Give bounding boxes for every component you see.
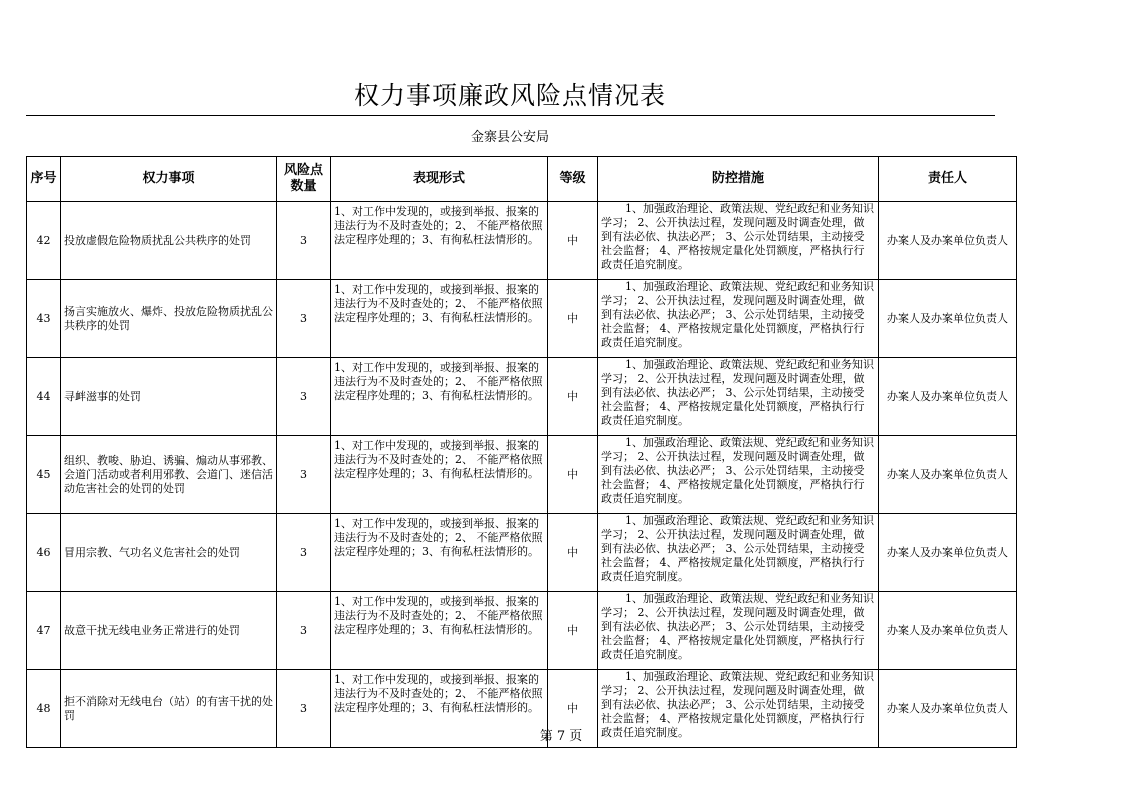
cell-item: 组织、教唆、胁迫、诱骗、煽动从事邪教、会道门活动或者利用邪教、会道门、迷信活动危害社会的处罚的处罚: [61, 436, 277, 514]
measures-text: 1、加强政治理论、政策法规、党纪政纪和业务知识学习； 2、公开执法过程，发现问题及时调查处理，做到有法必依、执法必严； 3、公示处罚结果，主动接受社会监督； 4、严格按规定量化处罚额度，严格执行行政责任追究制度。: [601, 358, 874, 427]
header-seq: 序号: [27, 157, 61, 202]
cell-seq: 43: [27, 280, 61, 358]
table-row: [27, 592, 1017, 670]
cell-manifestation: 1、对工作中发现的，或接到举报、报案的违法行为不及时查处的；2、 不能严格依照法定程序处理的；3、有徇私枉法情形的。: [331, 592, 548, 670]
measures-text: 1、加强政治理论、政策法规、党纪政纪和业务知识学习； 2、公开执法过程，发现问题及时调查处理，做到有法必依、执法必严； 3、公示处罚结果，主动接受社会监督； 4、严格按规定量化处罚额度，严格执行行政责任追究制度。: [601, 514, 874, 583]
cell-responsible: 办案人及办案单位负责人: [879, 358, 1017, 436]
cell-seq: 42: [27, 202, 61, 280]
cell-manifestation: 1、对工作中发现的，或接到举报、报案的违法行为不及时查处的；2、 不能严格依照法定程序处理的；3、有徇私枉法情形的。: [331, 670, 548, 748]
table-row: [27, 358, 1017, 436]
cell-manifestation: 1、对工作中发现的，或接到举报、报案的违法行为不及时查处的；2、 不能严格依照法定程序处理的；3、有徇私枉法情形的。: [331, 202, 548, 280]
cell-grade: 中: [548, 514, 598, 592]
header-responsible: 责任人: [879, 157, 1017, 202]
measures-text: 1、加强政治理论、政策法规、党纪政纪和业务知识学习； 2、公开执法过程，发现问题及时调查处理，做到有法必依、执法必严； 3、公示处罚结果，主动接受社会监督； 4、严格按规定量化处罚额度，严格执行行政责任追究制度。: [601, 592, 874, 661]
cell-grade: 中: [548, 670, 598, 748]
cell-risk-count: 3: [277, 514, 331, 592]
cell-grade: 中: [548, 358, 598, 436]
cell-item: 寻衅滋事的处罚: [61, 358, 277, 436]
measures-text: 1、加强政治理论、政策法规、党纪政纪和业务知识学习； 2、公开执法过程，发现问题及时调查处理，做到有法必依、执法必严； 3、公示处罚结果，主动接受社会监督； 4、严格按规定量化处罚额度，严格执行行政责任追究制度。: [601, 202, 874, 271]
cell-grade: 中: [548, 436, 598, 514]
cell-seq: 46: [27, 514, 61, 592]
measures-text: 1、加强政治理论、政策法规、党纪政纪和业务知识学习； 2、公开执法过程，发现问题及时调查处理，做到有法必依、执法必严； 3、公示处罚结果，主动接受社会监督； 4、严格按规定量化处罚额度，严格执行行政责任追究制度。: [601, 670, 874, 739]
cell-responsible: 办案人及办案单位负责人: [879, 280, 1017, 358]
table-row: [27, 436, 1017, 514]
cell-grade: 中: [548, 592, 598, 670]
cell-responsible: 办案人及办案单位负责人: [879, 514, 1017, 592]
cell-item: 冒用宗教、气功名义危害社会的处罚: [61, 514, 277, 592]
cell-responsible: 办案人及办案单位负责人: [879, 436, 1017, 514]
table-header-row: [27, 157, 1017, 202]
cell-item: 投放虚假危险物质扰乱公共秩序的处罚: [61, 202, 277, 280]
cell-risk-count: 3: [277, 358, 331, 436]
header-grade: 等级: [548, 157, 598, 202]
cell-grade: 中: [548, 202, 598, 280]
cell-seq: 45: [27, 436, 61, 514]
cell-risk-count: 3: [277, 670, 331, 748]
cell-seq: 48: [27, 670, 61, 748]
table-row: [27, 280, 1017, 358]
cell-manifestation: 1、对工作中发现的，或接到举报、报案的违法行为不及时查处的；2、 不能严格依照法定程序处理的；3、有徇私枉法情形的。: [331, 436, 548, 514]
table-row: [27, 202, 1017, 280]
page-title: 权力事项廉政风险点情况表: [353, 81, 666, 110]
page-number: 第 7 页: [539, 729, 583, 744]
cell-risk-count: 3: [277, 280, 331, 358]
cell-measures: [598, 202, 879, 280]
cell-responsible: 办案人及办案单位负责人: [879, 592, 1017, 670]
cell-seq: 44: [27, 358, 61, 436]
cell-responsible: 办案人及办案单位负责人: [879, 670, 1017, 748]
risk-table: [26, 156, 1017, 748]
cell-item: 扬言实施放火、爆炸、投放危险物质扰乱公共秩序的处罚: [61, 280, 277, 358]
cell-responsible: 办案人及办案单位负责人: [879, 202, 1017, 280]
cell-grade: 中: [548, 280, 598, 358]
table-row: [27, 514, 1017, 592]
header-item: 权力事项: [61, 157, 277, 202]
cell-item: 拒不消除对无线电台（站）的有害干扰的处罚: [61, 670, 277, 748]
header-risk-count: [277, 157, 331, 202]
measures-text: 1、加强政治理论、政策法规、党纪政纪和业务知识学习； 2、公开执法过程，发现问题及时调查处理，做到有法必依、执法必严； 3、公示处罚结果，主动接受社会监督； 4、严格按规定量化处罚额度，严格执行行政责任追究制度。: [601, 280, 874, 349]
measures-text: 1、加强政治理论、政策法规、党纪政纪和业务知识学习； 2、公开执法过程，发现问题及时调查处理，做到有法必依、执法必严； 3、公示处罚结果，主动接受社会监督； 4、严格按规定量化处罚额度，严格执行行政责任追究制度。: [601, 436, 874, 505]
agency-subtitle: 金寨县公安局: [470, 130, 549, 145]
cell-measures: [598, 436, 879, 514]
cell-risk-count: 3: [277, 436, 331, 514]
cell-measures: [598, 280, 879, 358]
cell-risk-count: 3: [277, 592, 331, 670]
header-manifestation: 表现形式: [331, 157, 548, 202]
cell-manifestation: 1、对工作中发现的，或接到举报、报案的违法行为不及时查处的；2、 不能严格依照法定程序处理的；3、有徇私枉法情形的。: [331, 280, 548, 358]
cell-manifestation: 1、对工作中发现的，或接到举报、报案的违法行为不及时查处的；2、 不能严格依照法定程序处理的；3、有徇私枉法情形的。: [331, 514, 548, 592]
title-underline: [26, 115, 995, 116]
cell-measures: [598, 514, 879, 592]
cell-risk-count: 3: [277, 202, 331, 280]
cell-seq: 47: [27, 592, 61, 670]
cell-manifestation: 1、对工作中发现的，或接到举报、报案的违法行为不及时查处的；2、 不能严格依照法定程序处理的；3、有徇私枉法情形的。: [331, 358, 548, 436]
header-risk-count-text: 风险点数量: [283, 163, 323, 194]
cell-item: 故意干扰无线电业务正常进行的处罚: [61, 592, 277, 670]
header-measures: 防控措施: [598, 157, 879, 202]
cell-measures: [598, 592, 879, 670]
cell-measures: [598, 358, 879, 436]
